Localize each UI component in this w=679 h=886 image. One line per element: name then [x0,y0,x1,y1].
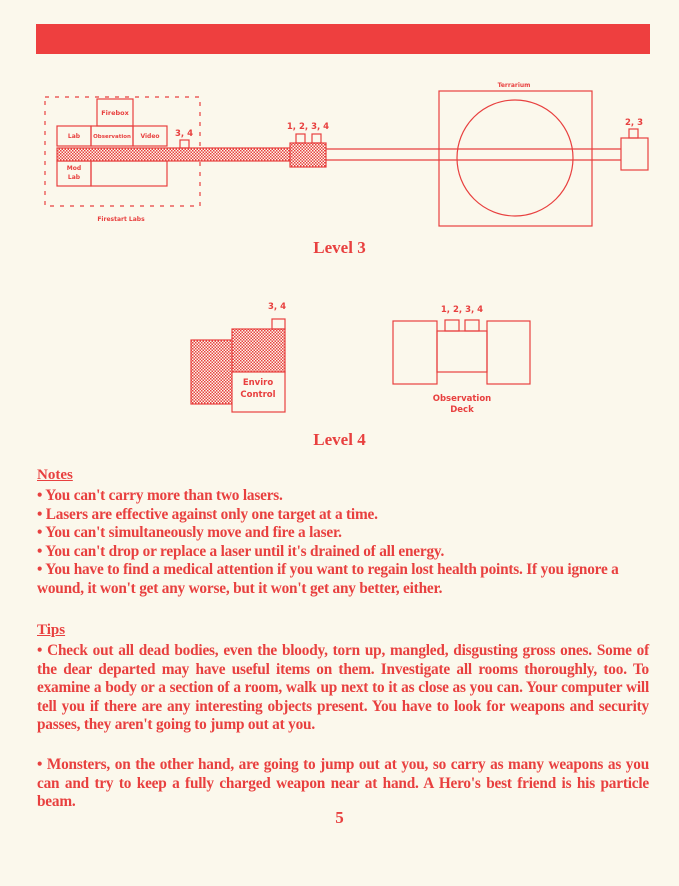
l4-marker-label-1-2-3-4: 1, 2, 3, 4 [440,305,484,315]
label-firebox: Firebox [101,109,129,117]
note-item: • Lasers are effective against only one target at a time. [37,505,378,523]
label-control: Control [240,390,276,400]
level-4-caption: Level 4 [313,430,366,449]
label-enviro: Enviro [242,378,274,388]
room-lower [91,161,167,186]
marker-label-1-2-3-4: 1, 2, 3, 4 [286,122,330,132]
label-mod-lab-2: Lab [67,174,81,181]
corridor-hatched [57,148,290,161]
obs-center [437,331,487,372]
label-observation: Observation [93,134,131,140]
label-terrarium: Terrarium [497,82,531,89]
page-number: 5 [335,808,344,827]
label-lab: Lab [67,133,81,140]
marker-box-l4-2a [445,320,459,331]
note-item: • You can't carry more than two lasers. [37,487,283,504]
marker-box-1 [180,140,189,148]
label-observation-deck-2: Deck [450,405,474,415]
obs-wing-right [487,321,530,384]
note-item: • You can't drop or replace a laser until it's drained of all energy. [37,542,445,560]
tips-title: Tips [37,622,66,638]
marker-label-2-3: 2, 3 [624,118,644,128]
terrarium-dome [457,100,573,216]
notes-title: Notes [37,467,73,483]
marker-box-2a [296,134,305,143]
note-item: • You can't simultaneously move and fire a laser. [37,524,342,542]
label-mod-lab-1: Mod [66,165,82,172]
marker-box-l4-1 [272,319,285,329]
tips-paragraph-1: • Check out all dead bodies, even the bloody, torn up, mangled, disgusting gross ones. Some of the dear departed may have useful items on them. Investigate all rooms thoroughly, too. To examine a body or a section of a room, walk up next to it as close as you can. Your computer will tell you if there are any interesting objects present. You have to look for weapons and security passes, they aren't going to jump out at you. [37,642,649,734]
tips-paragraph-2: • Monsters, on the other hand, are going to jump out at you, so carry as many weapons as you can and try to keep a fully charged weapon near at hand. A Hero's best friend is his particle beam. [37,756,649,811]
marker-box-l4-2b [465,320,479,331]
label-firestart-labs: Firestart Labs [97,216,145,223]
marker-box-3 [629,129,638,138]
marker-label-3-4: 3, 4 [174,129,194,139]
notes-list [37,487,649,599]
end-room [621,138,648,170]
hatched-block-back [191,340,236,404]
junction-room [290,143,326,167]
hatched-block-front [232,329,285,372]
terrarium-room [439,91,592,226]
marker-box-2b [312,134,321,143]
level-3-caption: Level 3 [313,238,366,257]
label-video: Video [140,133,160,140]
note-item: • You have to find a medical attention if you want to regain lost health points. If you ignore a wound, it won't get any worse, but it won't get any better, either. [37,561,619,597]
obs-wing-left [393,321,437,384]
l4-marker-label-3-4: 3, 4 [267,302,287,312]
label-observation-deck-1: Observation [432,394,492,404]
